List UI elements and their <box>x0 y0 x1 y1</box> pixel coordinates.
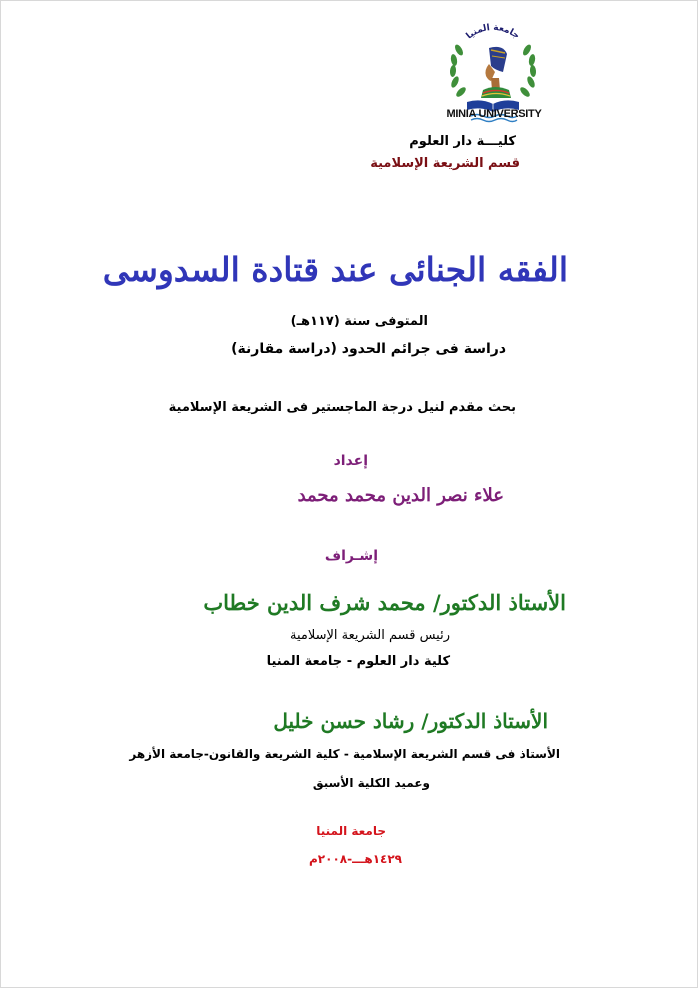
thesis-title: الفقه الجنائى عند قتادة السدوسى <box>102 250 568 289</box>
death-year: المتوفى سنة (١١٧هـ) <box>290 314 428 329</box>
supervisor1-role: رئيس قسم الشريعة الإسلامية <box>290 628 450 643</box>
supervisor2-role-2: وعميد الكلية الأسبق <box>312 776 430 790</box>
thesis-subtitle: دراسة فى جرائم الحدود (دراسة مقارنة) <box>231 341 506 357</box>
author-name: علاء نصر الدين محمد محمد <box>297 485 504 506</box>
supervision-label: إشـراف <box>324 548 378 564</box>
footer-university: جامعة المنيا <box>316 824 386 838</box>
prepared-by-label: إعداد <box>333 453 368 469</box>
department-name: قسم الشريعة الإسلامية <box>370 156 520 171</box>
supervisor1-name: الأستاذ الدكتور/ محمد شرف الدين خطاب <box>203 590 566 615</box>
logo-caption: MINIA UNIVERSITY <box>446 108 542 120</box>
supervisor1-affiliation: كلية دار العلوم - جامعة المنيا <box>266 654 450 669</box>
supervisor2-role: الأستاذ فى قسم الشريعة الإسلامية - كلية الشريعة والقانون-جامعة الأزهر <box>129 747 560 761</box>
degree-purpose: بحث مقدم لنيل درجة الماجستير فى الشريعة الإسلامية <box>168 400 516 415</box>
footer-date: ١٤٢٩هـــ-٢٠٠٨م <box>309 852 402 866</box>
svg-text:جامعة المنيا: جامعة المنيا <box>464 22 522 42</box>
supervisor2-name: الأستاذ الدكتور/ رشاد حسن خليل <box>273 709 548 733</box>
faculty-name: كليـــة دار العلوم <box>409 134 516 149</box>
